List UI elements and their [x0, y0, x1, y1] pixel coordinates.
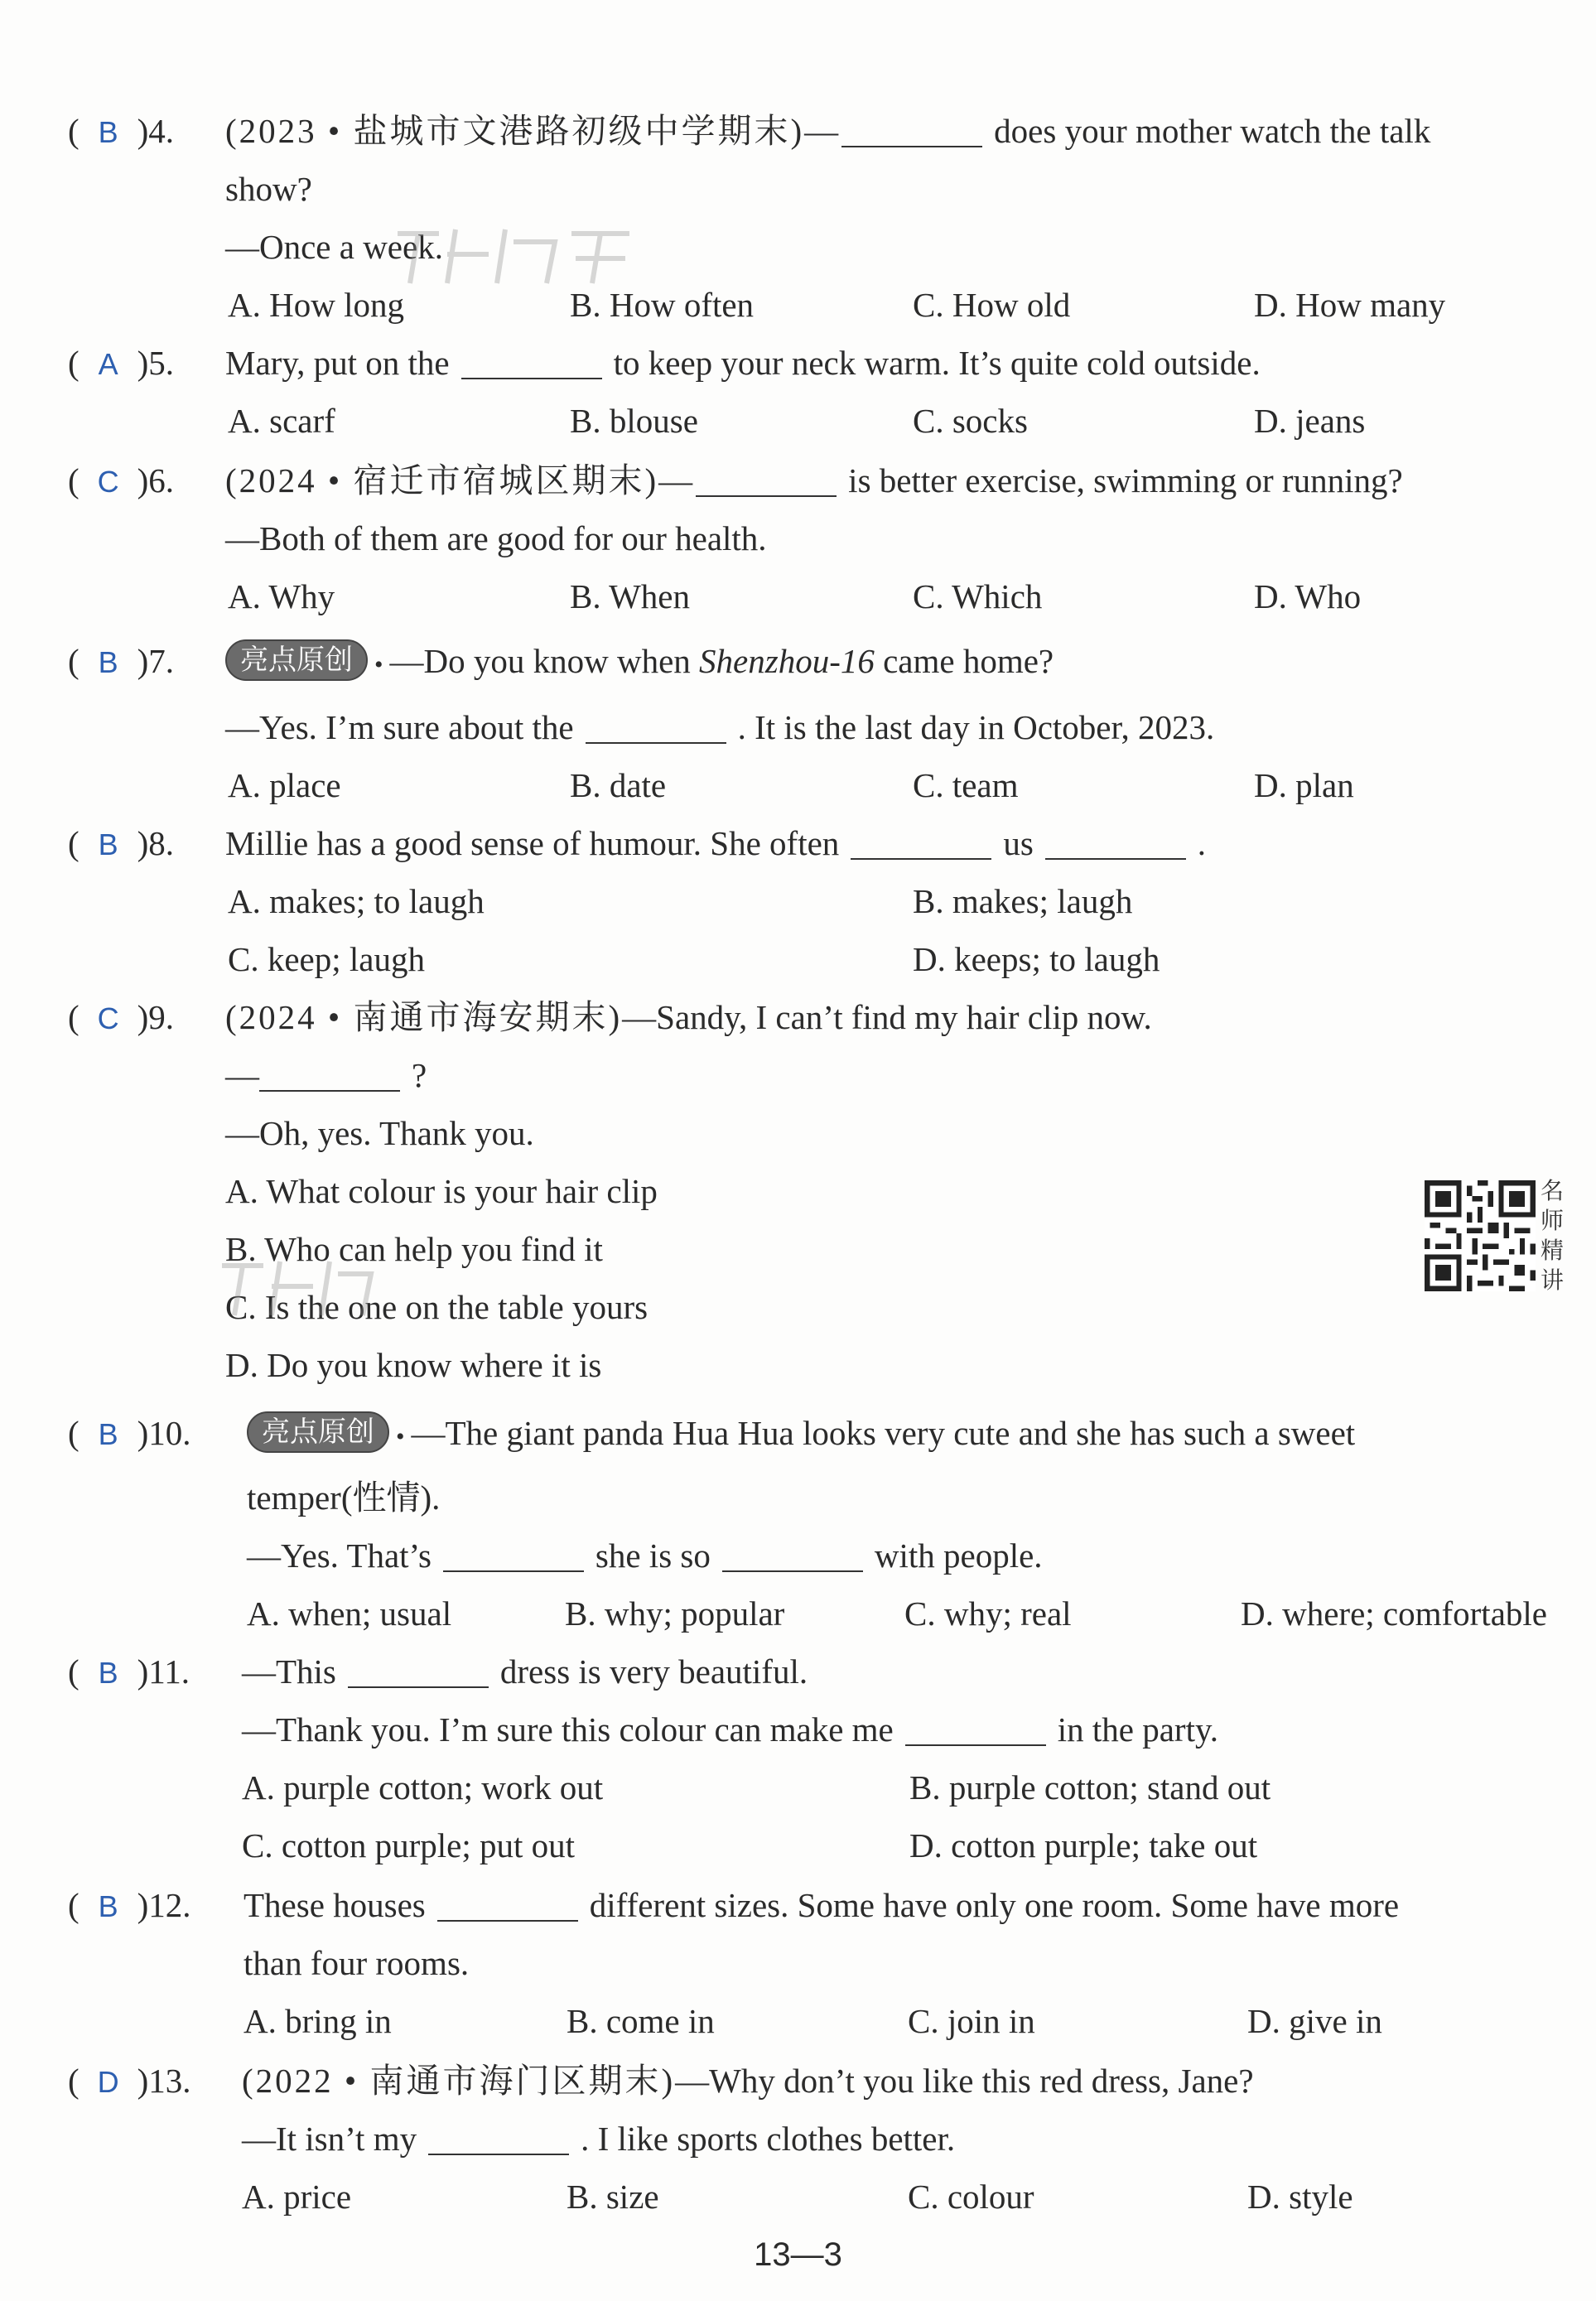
option-a[interactable]: A. makes; to laugh: [228, 882, 485, 920]
question-source: (2024 • 南通市海安期末): [225, 998, 623, 1036]
page-number: 13—3: [754, 2236, 842, 2273]
answer-blank[interactable]: [905, 1711, 1046, 1746]
question-number: )5.: [137, 344, 175, 382]
qr-code-icon[interactable]: [1425, 1180, 1536, 1291]
answer: B: [98, 115, 118, 149]
option-d[interactable]: D. keeps; to laugh: [913, 940, 1160, 978]
question-source: (2023 • 盐城市文港路初级中学期末): [225, 112, 805, 150]
question-stem-continued: temper(性情).: [247, 1479, 441, 1517]
answer: A: [98, 347, 118, 381]
option-a[interactable]: A. What colour is your hair clip: [225, 1172, 658, 1210]
option-a[interactable]: A. Why: [228, 577, 335, 615]
question-number: )6.: [137, 461, 175, 499]
option-b[interactable]: B. blouse: [570, 402, 698, 440]
answer: B: [98, 1417, 118, 1451]
option-b[interactable]: B. Who can help you find it: [225, 1230, 603, 1268]
option-d[interactable]: D. How many: [1254, 286, 1446, 324]
question-number: )7.: [137, 642, 175, 680]
option-b[interactable]: B. When: [570, 577, 691, 615]
option-b[interactable]: B. purple cotton; stand out: [909, 1768, 1271, 1807]
option-c[interactable]: C. Is the one on the table yours: [225, 1288, 649, 1326]
option-c[interactable]: C. How old: [913, 286, 1071, 324]
answer-blank[interactable]: [696, 462, 837, 497]
option-c[interactable]: C. socks: [913, 402, 1028, 440]
option-d[interactable]: D. plan: [1254, 766, 1354, 804]
answer: B: [98, 827, 118, 861]
question-stem-continued: show?: [225, 170, 312, 208]
italic-term: Shenzhou-16: [699, 642, 875, 680]
option-d[interactable]: D. Who: [1254, 577, 1362, 615]
answer-blank[interactable]: [437, 1887, 578, 1922]
original-badge: 亮点原创: [247, 1411, 389, 1453]
dialogue-reply: —Oh, yes. Thank you.: [225, 1114, 534, 1152]
answer: C: [97, 1001, 119, 1035]
answer: D: [97, 2065, 119, 2099]
paren-open: (: [68, 112, 80, 150]
qr-label: 名 师 精 讲: [1541, 1177, 1565, 1294]
option-d[interactable]: D. style: [1247, 2178, 1353, 2216]
question-number: )4.: [137, 112, 175, 150]
answer-blank[interactable]: [428, 2120, 569, 2155]
question-number: )11.: [137, 1652, 190, 1691]
option-d[interactable]: D. where; comfortable: [1241, 1594, 1547, 1633]
option-b[interactable]: B. date: [570, 766, 667, 804]
answer-blank[interactable]: [722, 1537, 863, 1572]
option-a[interactable]: A. when; usual: [247, 1594, 452, 1633]
question-number: )12.: [137, 1886, 191, 1924]
answer-blank[interactable]: [461, 345, 602, 379]
answer-blank[interactable]: [586, 709, 726, 744]
option-c[interactable]: C. team: [913, 766, 1019, 804]
answer: B: [98, 645, 118, 679]
answer-blank[interactable]: [841, 113, 982, 147]
watermark-graphic: [214, 1249, 379, 1324]
option-a[interactable]: A. purple cotton; work out: [242, 1768, 604, 1807]
question-number: )10.: [137, 1414, 191, 1452]
dialogue-reply: —Once a week.: [225, 228, 443, 266]
option-b[interactable]: B. come in: [567, 2002, 715, 2040]
option-c[interactable]: C. join in: [908, 2002, 1035, 2040]
option-c[interactable]: C. cotton purple; put out: [242, 1826, 575, 1864]
answer-blank[interactable]: [851, 825, 991, 860]
option-b[interactable]: B. How often: [570, 286, 755, 324]
watermark-graphic: [389, 217, 638, 292]
option-c[interactable]: C. why; real: [904, 1594, 1072, 1633]
option-a[interactable]: A. price: [242, 2178, 352, 2216]
option-b[interactable]: B. why; popular: [565, 1594, 785, 1633]
answer-blank[interactable]: [1045, 825, 1186, 860]
answer: C: [97, 465, 119, 499]
option-a[interactable]: A. How long: [228, 286, 404, 324]
option-d[interactable]: D. jeans: [1254, 402, 1366, 440]
original-badge: 亮点原创: [225, 639, 368, 681]
option-a[interactable]: A. scarf: [228, 402, 335, 440]
question-number: )13.: [137, 2062, 191, 2100]
dialogue-reply: —Both of them are good for our health.: [225, 519, 767, 557]
answer: B: [98, 1656, 118, 1690]
question-number: )8.: [137, 824, 175, 862]
option-c[interactable]: C. colour: [908, 2178, 1034, 2216]
question-source: (2022 • 南通市海门区期末): [242, 2062, 676, 2100]
option-d[interactable]: D. give in: [1247, 2002, 1382, 2040]
worksheet-page: ( B )4. (2023 • 盐城市文港路初级中学期末)— does your mother watch the talk show? —Once a week. A. How long B. How often C. How old D. How many ( A )5. Mary, put on the to keep your neck warm. It’s quite cold outside. A. scarf B. blouse C. socks D. jeans ( C )6. (2024 • 宿迁市宿城区期末)— is better exercise, swimming or running? —Both of them are good for our health. A. Why B. When C. Which D. Who ( B )7. 亮点原创 • —Do you know when Shenzhou-16 came home? —Yes. I’m sure about the . It is the last day in October, 2023. A. place B. date C. team D. plan ( B )8. Millie has a good sense of humour. She often us . A. makes; to laugh B. makes; laugh C. keep; laugh D. keeps; to laugh ( C )9. (2024 • 南通市海安期末)—Sandy, I can’t find my hair clip now. — ? —Oh, yes. Thank you. A. What colour is your hair clip B. Who can help you find it C. Is the one on the table yours D. Do you know where it is 名 师 精 讲 ( B )10. 亮点原创 • —The giant panda Hua Hua looks very cute and she has such a sweet temper(性情). —Yes. That’s she is so with people. A. when; usual B. why; popular C. why; real D. where; comfortable ( B )11. —This dress is very beautiful. —Thank you. I’m sure this colour can make me in the party. A. purple cotton; work out B. purple cotton; stand out C. cotton purple; put out D. cotton purple; take out ( B )12. These houses different sizes. Some have only one room. Some have more than four rooms. A. bring in B. come in C. join in D. give in ( D )13. (2022 • 南通市海门区期末)—Why don’t you like this red dress, Jane? —It isn’t my . I like sports clothes better. A. price B. size C. colour D. style 13—3: [0, 0, 1596, 2301]
question-number: )9.: [137, 998, 175, 1036]
question-stem-continued: than four rooms.: [243, 1944, 470, 1982]
option-c[interactable]: C. Which: [913, 577, 1043, 615]
option-c[interactable]: C. keep; laugh: [228, 940, 425, 978]
option-d[interactable]: D. Do you know where it is: [225, 1346, 602, 1384]
answer: B: [98, 1889, 118, 1923]
answer-blank[interactable]: [259, 1057, 400, 1092]
answer-blank[interactable]: [443, 1537, 584, 1572]
option-b[interactable]: B. makes; laugh: [913, 882, 1133, 920]
option-a[interactable]: A. place: [228, 766, 341, 804]
question-source: (2024 • 宿迁市宿城区期末): [225, 461, 659, 499]
answer-blank[interactable]: [348, 1653, 489, 1688]
option-d[interactable]: D. cotton purple; take out: [909, 1826, 1258, 1864]
option-a[interactable]: A. bring in: [243, 2002, 392, 2040]
option-b[interactable]: B. size: [567, 2178, 659, 2216]
